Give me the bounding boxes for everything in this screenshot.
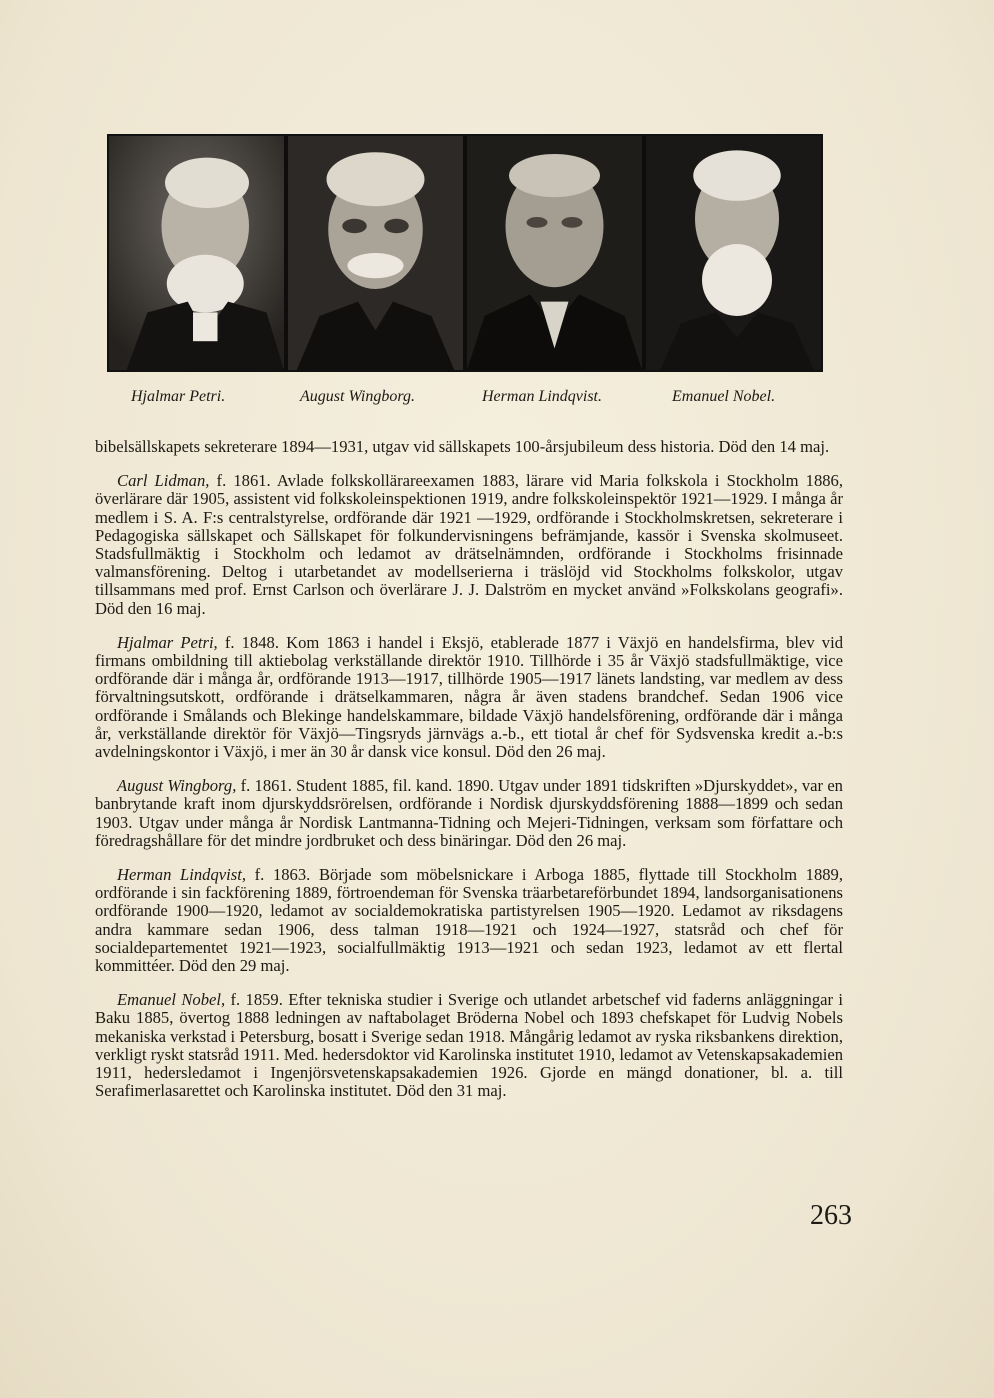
caption-august-wingborg: August Wingborg. [300, 388, 415, 405]
caption-hjalmar-petri: Hjalmar Petri. [131, 388, 226, 405]
page-number: 263 [810, 1200, 852, 1231]
portrait-august-wingborg [288, 136, 463, 370]
portrait-captions [107, 388, 823, 410]
entry-name: Hjalmar Petri, [117, 632, 218, 652]
entry-name: Emanuel Nobel, [117, 990, 226, 1010]
paragraph-carl-lidman: Carl Lidman, f. 1861. Avlade folkskollärareexamen 1883, lärare vid Maria folkskola i Stockholm 1886, överlärare där 1905, assistent vid folkskoleinspektionen 1919, andre folkskoleinspektör 1921—1929. I många år medlem i S. A. F:s centralstyrelse, ordförande där 1921 —1929, ordförande i Stockholmskretsen, sekreterare i Pedagogiska sällskapet och Sällskapet för folkundervisningens befrämjande, kassör i Svenska skolmuseet. Stadsfullmäktig i Stockholm och ledamot av drätselnämnden, ordförande i Stockholms frisinnade valmansförening. Deltog i utarbetandet av modellserierna i träslöjd vid Stockholms folkskolor, utgav tillsammans med prof. Ernst Carlson och överlärare J. J. Dalström en mycket använd »Folkskolans geografi». Död den 16 maj. [95, 471, 843, 618]
paragraph-august-wingborg: August Wingborg, f. 1861. Student 1885, fil. kand. 1890. Utgav under 1891 tidskriften »Djurskyddet», var en banbrytande kraft inom djurskyddsrörelsen, ordförande i Nordisk djurskyddsförening 1888—1899 och sedan 1903. Utgav under många år Nordisk Lantmanna-Tidning och Mejeri-Tidningen, verksam som författare och föredragshållare för det mindre jordbruket och dess binäringar. Död den 26 maj. [95, 776, 843, 850]
body-text [95, 438, 843, 1117]
portrait-hjalmar-petri [109, 136, 284, 370]
entry-name: August Wingborg, [117, 776, 237, 796]
paragraph-continuation: bibelsällskapets sekreterare 1894—1931, utgav vid sällskapets 100-årsjubileum dess historia. Död den 14 maj. [95, 437, 830, 456]
entry-name: Carl Lidman, [117, 471, 210, 491]
portrait-emanuel-nobel [646, 136, 821, 370]
entry-name: Herman Lindqvist, [117, 865, 246, 885]
paragraph-herman-lindqvist: Herman Lindqvist, f. 1863. Började som möbelsnickare i Arboga 1885, flyttade till Stockholm 1889, ordförande i sin fackförening 1889, förtroendeman för Svenska träarbetareförbundet 1894, landsorganisationens ordförande 1900—1920, ledamot av socialdemokratiska partistyrelsen 1905—1920. Ledamot av riksdagens andra kammare sedan 1906, dess talman 1918—1921 och 1924—1927, statsråd och chef för socialdepartementet 1921—1923, socialfullmäktig 1913—1921 och sedan 1923, ledamot av ett flertal kommittéer. Död den 29 maj. [95, 865, 844, 976]
paragraph-emanuel-nobel: Emanuel Nobel, f. 1859. Efter tekniska studier i Sverige och utlandet arbetschef vid faderns anläggningar i Baku 1885, övertog 1888 ledningen av naftabolaget Bröderna Nobel och 1893 chefskapet för Ludvig Nobels mekaniska verkstad i Petersburg, bosatt i Sverige sedan 1918. Mångårig ledamot av ryska riksbankens direktion, verkligt ryskt statsråd 1911. Med. hedersdoktor vid Karolinska institutet 1910, ledamot av Vetenskapsakademien 1911, hedersledamot i Ingenjörsvetenskapsakademien 1926. Gjorde en mängd donationer, bl. a. till Serafimerlasarettet och Karolinska institutet. Död den 31 maj. [95, 990, 843, 1101]
paragraph-hjalmar-petri: Hjalmar Petri, f. 1848. Kom 1863 i handel i Eksjö, etablerade 1877 i Växjö en handelsfirma, blev vid firmans ombildning till aktiebolag verkställande direktör 1910. Tillhörde i 35 år Växjö stadsfullmäktige, vice ordförande där i många år, ordförande 1913—1917, tillhörde 1905—1917 länets landsting, var medlem av dess förvaltningsutskott, ordförande i drätselkammaren, några år även stadens brandchef. Sedan 1906 vice ordförande i Smålands och Blekinge handelskammare, bildade Växjö handelsförening, ordförande där i många år, verkställande direktör för Växjö—Tingsryds järnvägs a.-b., ett tiotal år chef för Sydsvenska kredit a.-b:s avdelningskontor i Växjö, i mer än 30 år dansk vice konsul. Död den 26 maj. [95, 632, 843, 762]
caption-emanuel-nobel: Emanuel Nobel. [672, 388, 776, 405]
caption-herman-lindqvist: Herman Lindqvist. [482, 388, 602, 405]
portrait-strip [107, 134, 823, 372]
portrait-herman-lindqvist [467, 136, 642, 370]
